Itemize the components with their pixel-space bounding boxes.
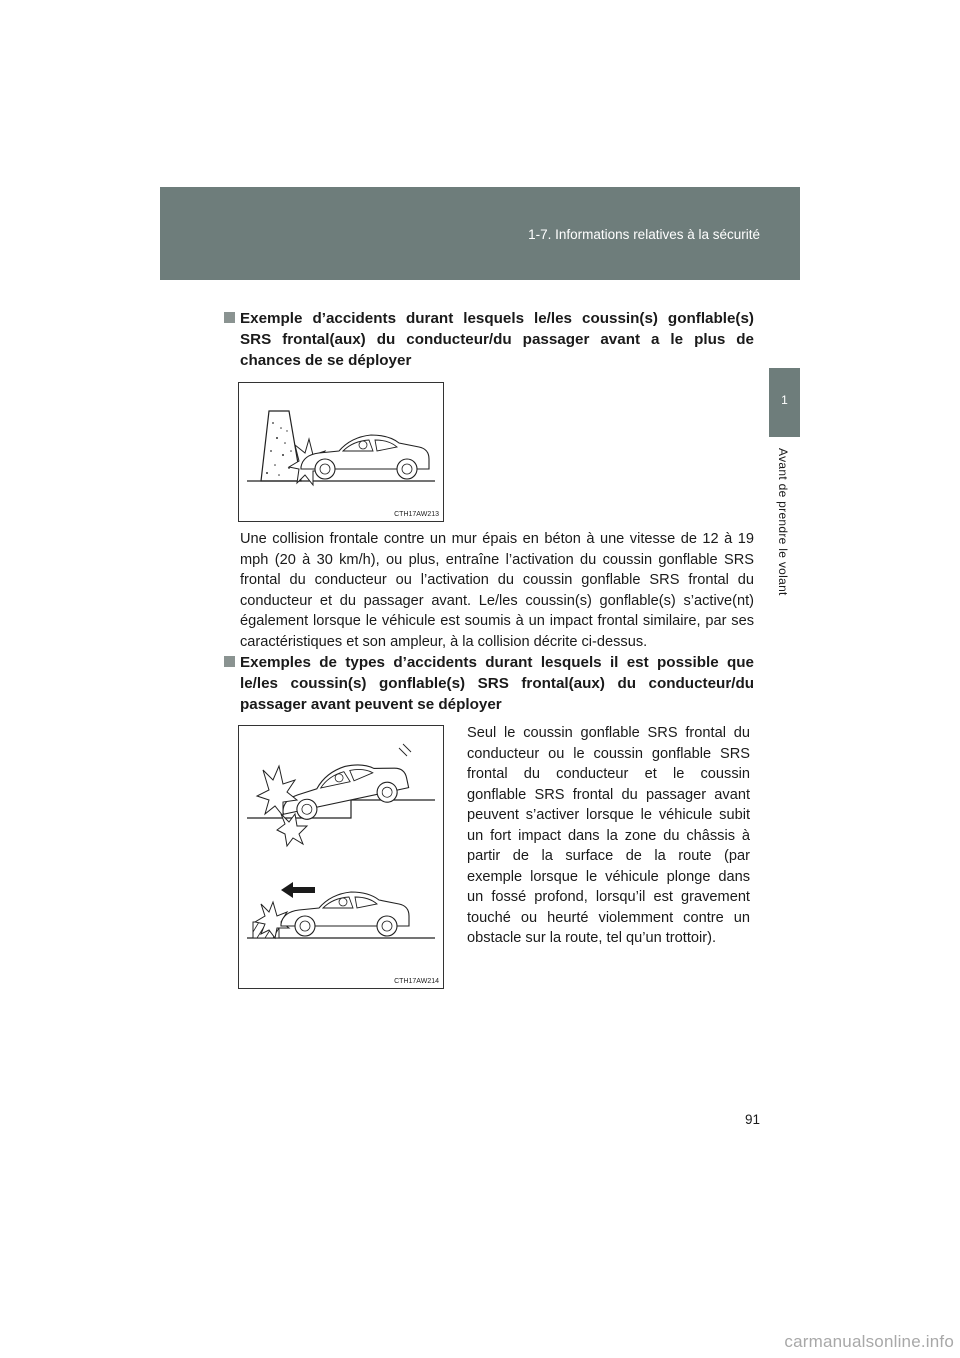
frontal-wall-collision-illustration <box>238 382 444 522</box>
heading-text: Exemple d’accidents durant lesquels le/les coussin(s) gonflable(s) SRS frontal(aux) du conducteur/du passager avant a le plus de chances de se déployer <box>240 310 754 369</box>
section-paragraph-2: Seul le coussin gonflable SRS frontal du conducteur ou le coussin gonflable SRS frontal du conducteur et le coussin gonflable SRS frontal du passager avant peuvent s’activer lorsque le véhicule subit un fort impact dans la zone du châssis à partir de la surface de la route (par exemple lorsque le véhicule plonge dans un fossé profond, lorsqu’il est gravement touché ou heurté violemment contre un obstacle sur la route, tel qu’un trottoir). <box>467 725 750 946</box>
section-title: 1-7. Informations relatives à la sécurité <box>528 227 760 242</box>
header-band <box>160 187 800 280</box>
page-number: 91 <box>744 1112 760 1127</box>
section-paragraph-1: Une collision frontale contre un mur épais en béton à une vitesse de 12 à 19 mph (20 à 30 km/h), ou plus, entraîne l’activation du coussin gonflable SRS frontal du conducteur ou l’activation du coussin gonflable SRS frontal du conducteur et du passager avant. Le/les coussin(s) gonflable(s) s’active(nt) également lorsque le véhicule est soumis à un impact frontal similaire, par ses caractéristiques et son ampleur, à la collision décrite ci-dessus. <box>240 531 754 650</box>
section-heading-2 <box>224 652 754 715</box>
heading-text: Exemples de types d’accidents durant lesquels il est possible que le/les coussin(s) gonflable(s) SRS frontal(aux) du conducteur/du passager avant peuvent se déployer <box>240 654 754 713</box>
chapter-label: Avant de prendre le volant <box>776 448 790 596</box>
figure-code: CTH17AW214 <box>394 978 439 985</box>
figure-code: CTH17AW213 <box>394 511 439 518</box>
chapter-tab <box>769 368 800 437</box>
bullet-square-icon <box>224 312 235 323</box>
bullet-square-icon <box>224 656 235 667</box>
curb-crash-drawing <box>239 726 443 988</box>
chapter-number: 1 <box>781 393 788 407</box>
watermark: carmanualsonline.info <box>784 1332 954 1351</box>
chassis-impact-illustration <box>238 725 444 989</box>
section-heading-1 <box>224 308 754 371</box>
wall-crash-drawing <box>239 383 443 521</box>
